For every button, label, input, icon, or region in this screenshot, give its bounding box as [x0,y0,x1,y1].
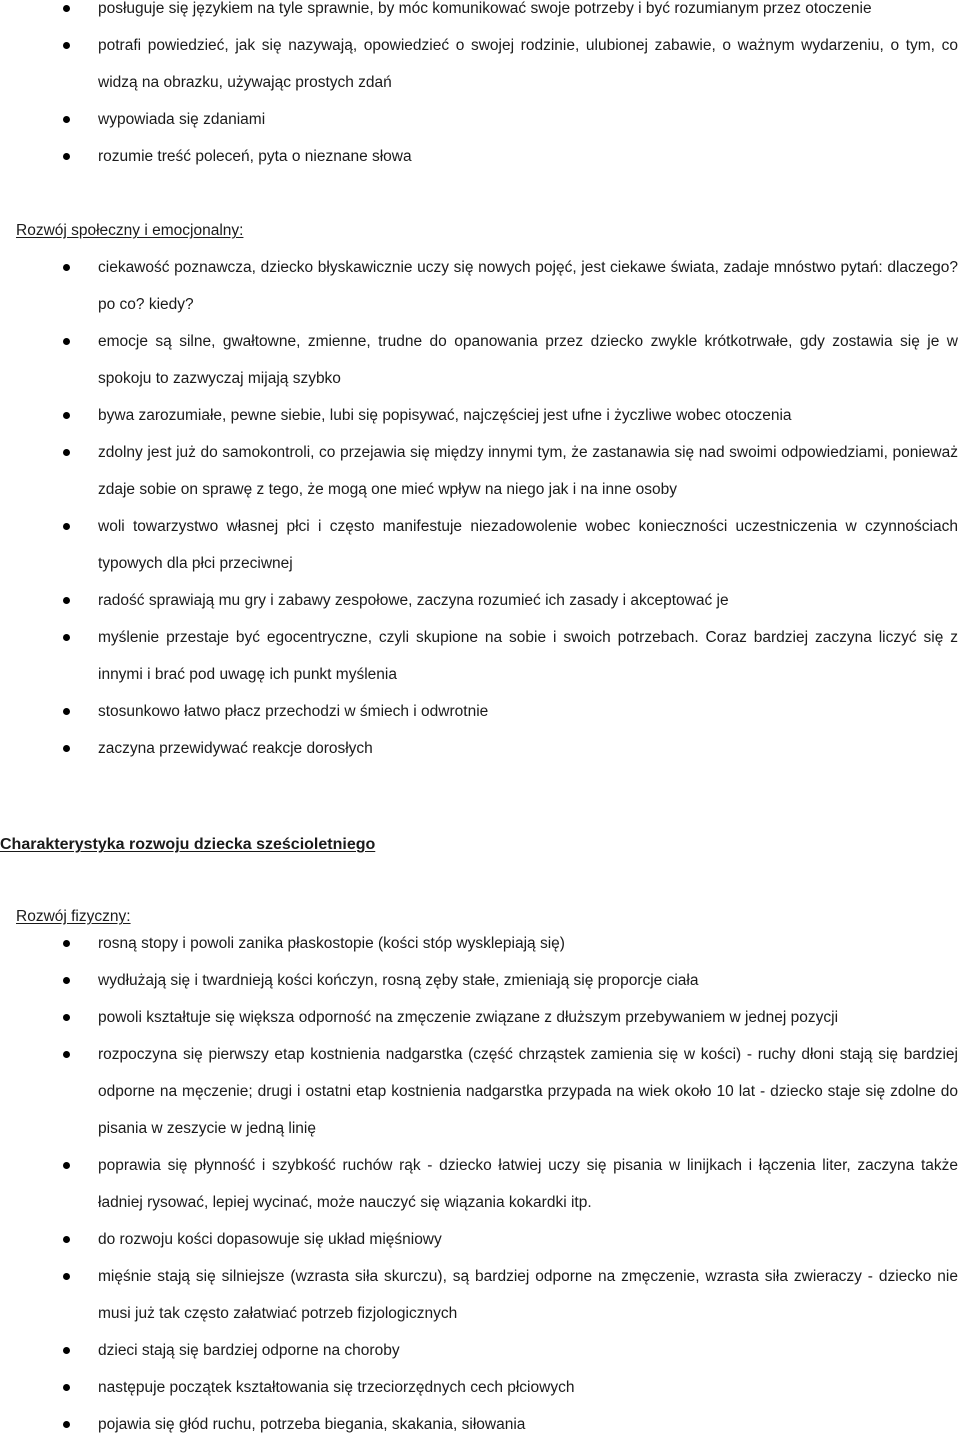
list-item: poprawia się płynność i szybkość ruchów rąk - dziecko łatwiej uczy się pisania w linijkach i łączenia liter, zaczyna także ładniej rysować, lepiej wycinać, może nauczyć się wiązania kokardki itp. [0,1147,960,1221]
speech-development-list [0,0,960,175]
bullet-icon [63,634,70,641]
list-item: rosną stopy i powoli zanika płaskostopie (kości stóp wysklepiają się) [0,925,960,962]
list-item: stosunkowo łatwo płacz przechodzi w śmiech i odwrotnie [0,693,960,730]
list-item: wypowiada się zdaniami [0,101,960,138]
bullet-icon [63,1347,70,1354]
bullet-icon [63,1273,70,1280]
list-item: pojawia się głód ruchu, potrzeba biegania, skakania, siłowania [0,1406,960,1443]
bullet-icon [63,264,70,271]
bullet-icon [63,1014,70,1021]
bullet-icon [63,5,70,12]
list-item: woli towarzystwo własnej płci i często manifestuje niezadowolenie wobec konieczności uczestniczenia w czynnościach typowych dla płci przeciwnej [0,508,960,582]
bullet-icon [63,1384,70,1391]
physical-development-list [0,925,960,1443]
section-heading-social: Rozwój społeczny i emocjonalny: [16,222,244,239]
list-item: do rozwoju kości dopasowuje się układ mięśniowy [0,1221,960,1258]
bullet-icon [63,708,70,715]
document-title: Charakterystyka rozwoju dziecka sześcioletniego [0,836,376,853]
list-item: wydłużają się i twardnieją kości kończyn, rosną zęby stałe, zmieniają się proporcje ciała [0,962,960,999]
list-item: dzieci stają się bardziej odporne na choroby [0,1332,960,1369]
bullet-icon [63,597,70,604]
list-item: rozumie treść poleceń, pyta o nieznane słowa [0,138,960,175]
bullet-icon [63,523,70,530]
bullet-icon [63,1236,70,1243]
list-item: rozpoczyna się pierwszy etap kostnienia nadgarstka (część chrząstek zamienia się w kości) - ruchy dłoni stają się bardziej odporne na męczenie; drugi i ostatni etap kostnienia nadgarstka przypada na wiek około 10 lat - dziecko staje się zdolne do pisania w zeszycie w jedną linię [0,1036,960,1147]
list-item: emocje są silne, gwałtowne, zmienne, trudne do opanowania przez dziecko zwykle krótkotrwałe, gdy zostawia się je w spokoju to zazwyczaj mijają szybko [0,323,960,397]
bullet-icon [63,338,70,345]
bullet-icon [63,940,70,947]
bullet-icon [63,745,70,752]
list-item: radość sprawiają mu gry i zabawy zespołowe, zaczyna rozumieć ich zasady i akceptować je [0,582,960,619]
bullet-icon [63,977,70,984]
list-item: ciekawość poznawcza, dziecko błyskawicznie uczy się nowych pojęć, jest ciekawe świata, zadaje mnóstwo pytań: dlaczego? po co? kiedy? [0,249,960,323]
list-item: powoli kształtuje się większa odporność na zmęczenie związane z dłuższym przebywaniem w jednej pozycji [0,999,960,1036]
bullet-icon [63,42,70,49]
bullet-icon [63,1421,70,1428]
list-item: bywa zarozumiałe, pewne siebie, lubi się popisywać, najczęściej jest ufne i życzliwe wobec otoczenia [0,397,960,434]
bullet-icon [63,1051,70,1058]
list-item: zdolny jest już do samokontroli, co przejawia się między innymi tym, że zastanawia się nad swoimi odpowiedziami, ponieważ zdaje sobie on sprawę z tego, że mogą one mieć wpływ na niego jak i na inne osoby [0,434,960,508]
bullet-icon [63,1162,70,1169]
social-development-list [0,249,960,767]
list-item: posługuje się językiem na tyle sprawnie, by móc komunikować swoje potrzeby i być rozumianym przez otoczenie [0,0,960,27]
bullet-icon [63,153,70,160]
section-heading-physical: Rozwój fizyczny: [16,908,131,925]
bullet-icon [63,116,70,123]
list-item: myślenie przestaje być egocentryczne, czyli skupione na sobie i swoich potrzebach. Coraz bardziej zaczyna liczyć się z innymi i brać pod uwagę ich punkt myślenia [0,619,960,693]
list-item: następuje początek kształtowania się trzeciorzędnych cech płciowych [0,1369,960,1406]
bullet-icon [63,449,70,456]
list-item: zaczyna przewidywać reakcje dorosłych [0,730,960,767]
list-item: potrafi powiedzieć, jak się nazywają, opowiedzieć o swojej rodzinie, ulubionej zabawie, o ważnym wydarzeniu, o tym, co widzą na obrazku, używając prostych zdań [0,27,960,101]
list-item: mięśnie stają się silniejsze (wzrasta siła skurczu), są bardziej odporne na zmęczenie, wzrasta siła zwieraczy - dziecko nie musi już tak często załatwiać potrzeb fizjologicznych [0,1258,960,1332]
bullet-icon [63,412,70,419]
